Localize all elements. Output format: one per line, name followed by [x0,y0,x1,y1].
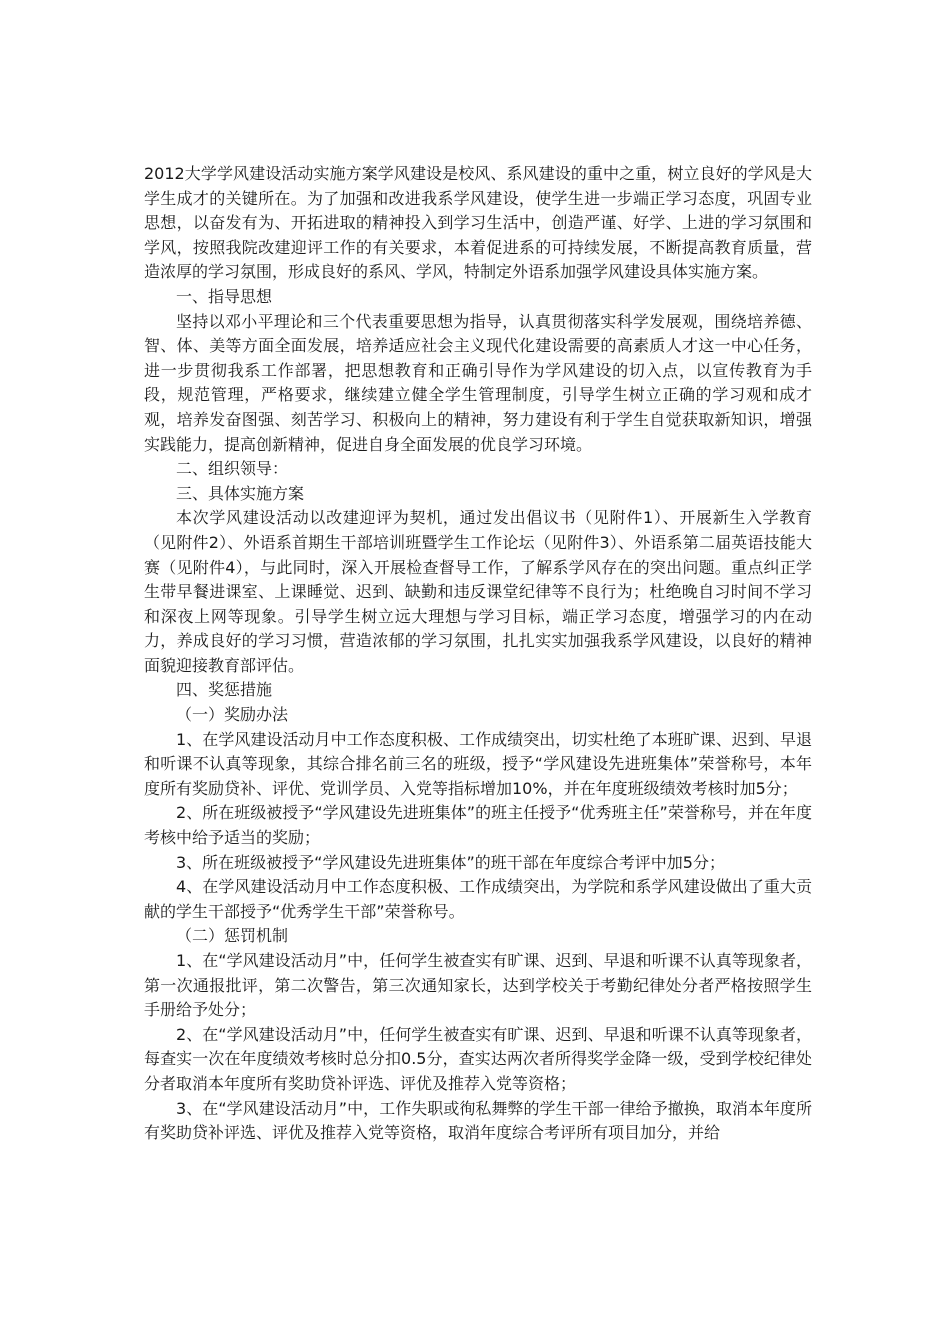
reward-item-3: 3、所在班级被授予“学风建设先进班集体”的班干部在年度综合考评中加5分； [176,852,725,872]
penalty-item-3: 3、在“学风建设活动月”中，工作失职或徇私舞弊的学生干部一律给予撤换，取消本年度所有奖助贷补评选、评优及推荐入党等资格，取消年度综合考评所有项目加分，并给 [144,1098,812,1143]
guiding-ideology-paragraph: 坚持以邓小平理论和三个代表重要思想为指导，认真贯彻落实科学发展观，围绕培养德、智、体、美等方面全面发展，培养适应社会主义现代化建设需要的高素质人才这一中心任务，进一步贯彻我系工作部署，把思想教育和正确引导作为学风建设的切入点，以宣传教育为手段，规范管理，严格要求，继续建立健全学生管理制度，引导学生树立正确的学习观和成才观，培养发奋图强、刻苦学习、积极向上的精神，努力建设有利于学生自觉获取新知识，增强实践能力，提高创新精神，促进自身全面发展的优良学习环境。 [144,311,812,454]
section-heading-organization: 二、组织领导： [176,459,289,479]
reward-item-1: 1、在学风建设活动月中工作态度积极、工作成绩突出，切实杜绝了本班旷课、迟到、早退和听课不认真等现象，其综合排名前三名的班级，授予“学风建设先进班集体”荣誉称号，本年度所有奖励贷补、评优、党训学员、入党等指标增加10%，并在年度班级绩效考核时加5分； [144,729,812,798]
document-body [144,162,812,1146]
subsection-heading-penalties: （二）惩罚机制 [176,926,289,946]
reward-item-2: 2、所在班级被授予“学风建设先进班集体”的班主任授予“优秀班主任”荣誉称号，并在年度考核中给予适当的奖励； [144,803,812,848]
implementation-paragraph: 本次学风建设活动以改建迎评为契机，通过发出倡议书（见附件1）、开展新生入学教育（见附件2）、外语系首期生干部培训班暨学生工作论坛（见附件3）、外语系第二届英语技能大赛（见附件4），与此同时，深入开展检查督导工作，了解系学风存在的突出问题。重点纠正学生带早餐进课室、上课睡觉、迟到、缺勤和违反课堂纪律等不良行为；杜绝晚自习时间不学习和深夜上网等现象。引导学生树立远大理想与学习目标，端正学习态度，增强学习的内在动力，养成良好的学习习惯，营造浓郁的学习氛围，扎扎实实加强我系学风建设，以良好的精神面貌迎接教育部评估。 [144,508,812,675]
subsection-heading-rewards: （一）奖励办法 [176,705,289,725]
penalty-item-2: 2、在“学风建设活动月”中，任何学生被查实有旷课、迟到、早退和听课不认真等现象者，每查实一次在年度绩效考核时总分扣0.5分，查实达两次者所得奖学金降一级，受到学校纪律处分者取消本年度所有奖助贷补评选、评优及推荐入党等资格； [144,1024,812,1093]
intro-paragraph: 2012大学学风建设活动实施方案学风建设是校风、系风建设的重中之重，树立良好的学风是大学生成才的关键所在。为了加强和改进我系学风建设，使学生进一步端正学习态度，巩固专业思想，以奋发有为、开拓进取的精神投入到学习生活中，创造严谨、好学、上进的学习氛围和学风，按照我院改建迎评工作的有关要求，本着促进系的可持续发展，不断提高教育质量，营造浓厚的学习氛围，形成良好的系风、学风，特制定外语系加强学风建设具体实施方案。 [144,164,812,282]
section-heading-rewards-penalties: 四、奖惩措施 [176,680,273,700]
reward-item-4: 4、在学风建设活动月中工作态度积极、工作成绩突出，为学院和系学风建设做出了重大贡献的学生干部授予“优秀学生干部”荣誉称号。 [144,877,812,921]
section-heading-implementation: 三、具体实施方案 [176,483,305,503]
section-heading-guiding-ideology: 一、指导思想 [176,286,273,306]
penalty-item-1: 1、在“学风建设活动月”中，任何学生被查实有旷课、迟到、早退和听课不认真等现象者，第一次通报批评，第二次警告，第三次通知家长，达到学校关于考勤纪律处分者严格按照学生手册给予处分； [144,951,812,1020]
